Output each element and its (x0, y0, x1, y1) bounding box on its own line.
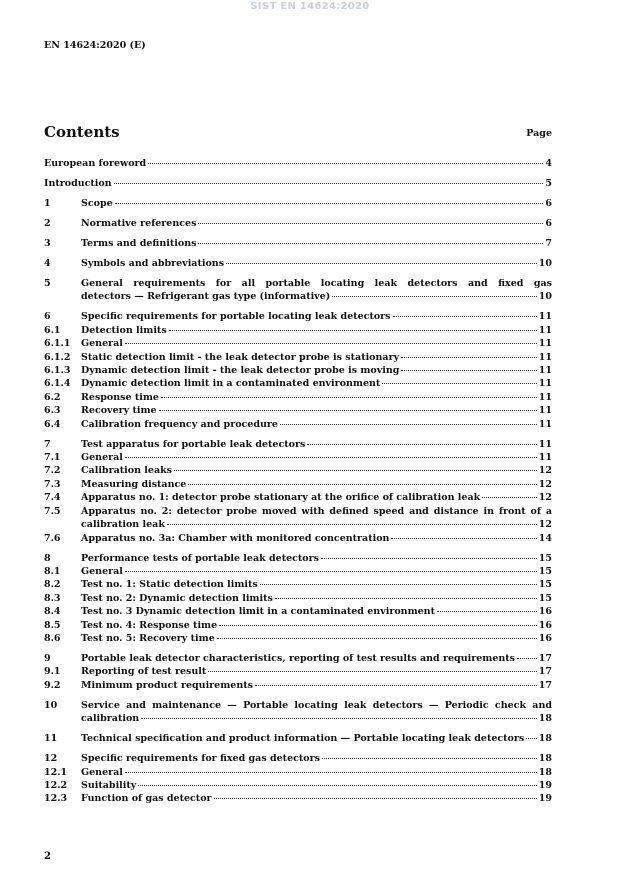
toc-number: 8.2 (44, 579, 61, 591)
toc-entry[interactable] (44, 665, 552, 678)
toc-page-number: 15 (538, 592, 552, 604)
toc-page-number: 11 (538, 452, 552, 464)
dot-leader (332, 296, 537, 297)
toc-page-number: 5 (545, 178, 552, 189)
toc-number: 3 (44, 238, 51, 249)
toc-title: Specific requirements for portable locating leak detectors (81, 311, 391, 323)
dot-leader (322, 758, 537, 759)
toc-page-number: 18 (538, 753, 552, 765)
toc-title: Function of gas detector (81, 793, 212, 805)
toc-title: Test no. 3 Dynamic detection limit in a contaminated environment (81, 606, 435, 618)
dot-leader (275, 598, 537, 599)
toc-number: 7.5 (44, 505, 61, 517)
toc-title: Minimum product requirements (81, 679, 253, 691)
dot-leader (198, 223, 543, 224)
toc-title: Apparatus no. 3a: Chamber with monitored concentration (81, 532, 390, 544)
dot-leader (198, 243, 543, 244)
toc-entry[interactable] (44, 505, 552, 532)
dot-leader (138, 785, 536, 786)
toc-entry[interactable] (44, 337, 552, 350)
dot-leader (161, 397, 537, 398)
toc-number: 6.1.2 (44, 351, 71, 363)
toc-title: Test no. 2: Dynamic detection limits (81, 592, 273, 604)
toc-title: Suitability (81, 779, 137, 791)
toc-page-number: 11 (538, 311, 552, 323)
toc-title: Specific requirements for fixed gas detectors (81, 753, 320, 765)
toc-entry[interactable] (44, 699, 552, 726)
toc-title: Portable leak detector characteristics, reporting of test results and requirements (81, 652, 516, 664)
dot-leader (482, 497, 537, 498)
toc-title: Terms and definitions (81, 238, 197, 249)
dot-leader (260, 584, 537, 585)
toc-entry[interactable] (44, 197, 552, 210)
toc-number: 6.2 (44, 391, 61, 403)
dot-leader (125, 571, 537, 572)
dot-leader (217, 638, 537, 639)
dot-leader (226, 263, 537, 264)
toc-number: 10 (44, 699, 58, 711)
toc-entry[interactable] (44, 578, 552, 591)
toc-entry[interactable] (44, 464, 552, 477)
toc-title: General (81, 766, 123, 778)
toc-title: Response time (81, 391, 159, 403)
toc-number: 9.1 (44, 666, 61, 678)
toc-title: Static detection limit - the leak detector probe is stationary (81, 351, 400, 363)
toc-page-number: 4 (545, 158, 552, 169)
toc-entry[interactable] (44, 779, 552, 792)
toc-page-number: 15 (538, 579, 552, 591)
toc-number: 7.6 (44, 532, 61, 544)
toc-entry[interactable] (44, 652, 552, 665)
dot-leader (174, 470, 537, 471)
dot-leader (382, 383, 536, 384)
toc-number: 5 (44, 278, 51, 289)
dot-leader (437, 611, 537, 612)
toc-entry[interactable] (44, 451, 552, 464)
toc-entry[interactable] (44, 679, 552, 692)
toc-title-line-2: detectors — Refrigerant gas type (informative) (81, 291, 331, 303)
toc-page-number: 12 (538, 492, 552, 504)
toc-number: 8.3 (44, 592, 61, 604)
toc-title: Detection limits (81, 324, 167, 336)
toc-number: 8.5 (44, 619, 61, 631)
toc-page-number: 11 (538, 338, 552, 350)
dot-leader (517, 658, 537, 659)
toc-number: 7.4 (44, 492, 61, 504)
toc-title: Apparatus no. 1: detector probe stationary at the orifice of calibration leak (81, 492, 481, 504)
toc-number: 2 (44, 218, 51, 229)
toc-entry[interactable] (44, 565, 552, 578)
toc-entry[interactable] (44, 592, 552, 605)
toc-title-line-1: Service and maintenance — Portable locating leak detectors — Periodic check and (81, 699, 552, 711)
toc-entry[interactable] (44, 157, 552, 170)
toc-page-number: 17 (538, 679, 552, 691)
toc-entry[interactable] (44, 438, 552, 451)
toc-page-number: 18 (538, 733, 552, 745)
toc-page-number: 11 (538, 391, 552, 403)
toc-number: 12 (44, 753, 58, 765)
toc-page-number: 10 (538, 291, 552, 303)
dot-leader (159, 410, 537, 411)
toc-title: Technical specification and product information — Portable locating leak detectors (81, 733, 525, 745)
toc-entry[interactable] (44, 491, 552, 504)
toc-entry[interactable] (44, 391, 552, 404)
toc-title: General (81, 338, 123, 350)
toc-title: European foreword (44, 158, 147, 169)
toc-entry[interactable] (44, 277, 552, 304)
dot-leader (526, 738, 537, 739)
toc-page-number: 11 (538, 418, 552, 430)
toc-number: 7.2 (44, 465, 61, 477)
toc-page-number: 11 (538, 438, 552, 450)
dot-leader (169, 330, 537, 331)
toc-entry[interactable] (44, 364, 552, 377)
watermark: SIST EN 14624:2020 (250, 1, 370, 12)
toc-page-number: 16 (538, 619, 552, 631)
toc-number: 12.3 (44, 793, 68, 805)
dot-leader (141, 718, 537, 719)
dot-leader (115, 203, 544, 204)
toc-page-number: 11 (538, 351, 552, 363)
toc-entry[interactable] (44, 532, 552, 545)
toc-entry[interactable] (44, 478, 552, 491)
toc-title: Symbols and abbreviations (81, 258, 225, 269)
toc-title: Performance tests of portable leak detectors (81, 552, 319, 564)
toc-number: 8.4 (44, 606, 61, 618)
dot-leader (167, 524, 537, 525)
toc-entry[interactable] (44, 324, 552, 337)
toc-entry[interactable] (44, 632, 552, 645)
toc-title: Scope (81, 198, 113, 209)
toc-entry[interactable] (44, 732, 552, 745)
toc-number: 12.2 (44, 779, 68, 791)
toc-number: 6.1.1 (44, 338, 71, 350)
toc-page-number: 17 (538, 666, 552, 678)
toc-number: 1 (44, 198, 51, 209)
toc-entry[interactable] (44, 619, 552, 632)
dot-leader (214, 798, 537, 799)
toc-title: Normative references (81, 218, 197, 229)
toc-number: 6.4 (44, 418, 61, 430)
toc-page-number: 19 (538, 779, 552, 791)
toc-entry[interactable] (44, 310, 552, 323)
toc-entry[interactable] (44, 552, 552, 565)
toc-number: 12.1 (44, 766, 68, 778)
toc-title: Test no. 5: Recovery time (81, 632, 215, 644)
toc-page-number: 12 (538, 465, 552, 477)
toc-number: 4 (44, 258, 51, 269)
page-column-label: Page (526, 128, 552, 139)
toc-page-number: 16 (538, 606, 552, 618)
dot-leader (219, 625, 537, 626)
toc-page-number: 11 (538, 405, 552, 417)
dot-leader (148, 163, 543, 164)
toc-page-number: 11 (538, 365, 552, 377)
toc-title: Measuring distance (81, 478, 187, 490)
toc-number: 6.1.3 (44, 365, 71, 377)
toc-page-number: 7 (545, 238, 552, 249)
toc-entry[interactable] (44, 177, 552, 190)
toc-page-number: 15 (538, 552, 552, 564)
toc-title-line-1: Apparatus no. 2: detector probe moved with defined speed and distance in front of a (81, 505, 552, 517)
toc-title: General (81, 565, 123, 577)
toc-entry[interactable] (44, 605, 552, 618)
toc-number: 7.3 (44, 478, 61, 490)
contents-heading: Contents (44, 123, 120, 141)
dot-leader (188, 484, 536, 485)
toc-page-number: 11 (538, 378, 552, 390)
toc-number: 8.1 (44, 565, 61, 577)
toc-number: 6.3 (44, 405, 61, 417)
toc-entry[interactable] (44, 792, 552, 805)
dot-leader (321, 558, 537, 559)
toc-page-number: 11 (538, 324, 552, 336)
dot-leader (125, 457, 537, 458)
toc-title: Introduction (44, 178, 112, 189)
toc-entry[interactable] (44, 377, 552, 390)
toc-page-number: 12 (538, 478, 552, 490)
toc-entry[interactable] (44, 351, 552, 364)
dot-leader (125, 772, 537, 773)
toc-number: 7.1 (44, 452, 61, 464)
toc-title: Test apparatus for portable leak detectors (81, 438, 306, 450)
toc-title: Reporting of test result (81, 666, 207, 678)
dot-leader (125, 343, 537, 344)
toc-page-number: 12 (538, 519, 552, 531)
toc-title: Dynamic detection limit - the leak detector probe is moving (81, 365, 400, 377)
toc-entry[interactable] (44, 237, 552, 250)
toc-title-line-2: calibration leak (81, 519, 165, 531)
document-id: EN 14624:2020 (E) (44, 40, 146, 51)
toc-number: 6.1 (44, 324, 61, 336)
toc-page-number: 6 (545, 218, 552, 229)
toc-page-number: 19 (538, 793, 552, 805)
toc-number: 8 (44, 552, 51, 564)
toc-page-number: 10 (538, 258, 552, 269)
toc-entry[interactable] (44, 404, 552, 417)
toc-page-number: 17 (538, 652, 552, 664)
toc-number: 8.6 (44, 632, 61, 644)
toc-entry[interactable] (44, 217, 552, 230)
toc-title: Test no. 1: Static detection limits (81, 579, 258, 591)
toc-number: 7 (44, 438, 51, 450)
toc-page-number: 16 (538, 632, 552, 644)
toc-entry[interactable] (44, 752, 552, 765)
dot-leader (393, 316, 537, 317)
toc-page-number: 15 (538, 565, 552, 577)
toc-page-number: 18 (538, 713, 552, 725)
toc-number: 6 (44, 311, 51, 323)
toc-number: 11 (44, 733, 58, 745)
toc-entry[interactable] (44, 766, 552, 779)
page-number: 2 (44, 851, 51, 862)
dot-leader (208, 671, 536, 672)
table-of-contents (44, 157, 552, 806)
dot-leader (307, 444, 536, 445)
toc-page-number: 6 (545, 198, 552, 209)
toc-page-number: 14 (538, 532, 552, 544)
toc-title: General (81, 452, 123, 464)
dot-leader (401, 357, 537, 358)
toc-number: 6.1.4 (44, 378, 71, 390)
dot-leader (401, 370, 536, 371)
toc-title: Calibration frequency and procedure (81, 418, 278, 430)
dot-leader (280, 424, 537, 425)
toc-title-line-1: General requirements for all portable locating leak detectors and fixed gas (81, 278, 552, 289)
toc-entry[interactable] (44, 418, 552, 431)
toc-title: Recovery time (81, 405, 157, 417)
dot-leader (391, 538, 536, 539)
toc-title: Calibration leaks (81, 465, 173, 477)
dot-leader (114, 183, 544, 184)
dot-leader (255, 685, 537, 686)
toc-number: 9 (44, 652, 51, 664)
toc-title: Dynamic detection limit in a contaminated environment (81, 378, 381, 390)
toc-title-line-2: calibration (81, 713, 140, 725)
toc-entry[interactable] (44, 257, 552, 270)
toc-number: 9.2 (44, 679, 61, 691)
toc-page-number: 18 (538, 766, 552, 778)
toc-title: Test no. 4: Response time (81, 619, 218, 631)
